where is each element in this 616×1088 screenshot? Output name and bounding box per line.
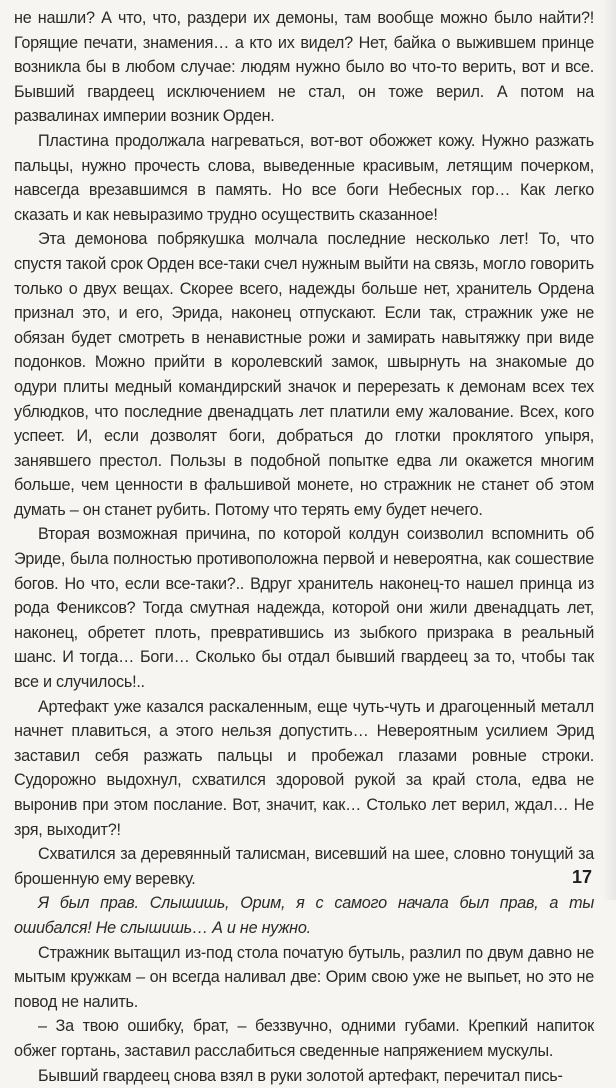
paragraph-4: Вторая возможная причина, по которой колдун соизволил вспомнить об Эриде, была полностью противоположна первой и невероятна, как сошествие богов. Но что, если все-таки?.. Вдруг хранитель наконец-то нашел принца из рода Фениксов? Тогда смутная надежда, которой они жили двенадцать лет, наконец, обретет плоть, превратившись из зыбкого призрака в реальный шанс. И тогда… Боги… Сколько бы отдал бывший гвардеец за то, чтобы так все и случилось!.. — [14, 525, 594, 692]
paragraph-6: Схватился за деревянный талисман, висевший на шее, словно тонущий за брошенную ему веревку. — [14, 845, 594, 888]
paragraph-3: Эта демонова побрякушка молчала последние несколько лет! То, что спустя такой срок Орден все-таки счел нужным выйти на связь, могло говорить только о двух вещах. Скорее всего, надежды больше нет, хранитель Ордена признал это, и его, Эрида, наконец отпускают. Если так, стражник уже не обязан будет смотреть в ненавистные рожи и замирать навытяжку при виде подонков. Можно прийти в королевский замок, швырнуть на знакомые до одури плиты медный командирский значок и перерезать к демонам всех тех ублюдков, что последние двенадцать лет платили ему жалование. Всех, кого успеет. И, если дозволят боги, добраться до глотки проклятого упыря, занявшего престол. Пользы в подобной попытке едва ли окажется многим больше, чем ценности в фальшивой монете, но стражник не станет об этом думать – он станет рубить. Потому что терять ему будет нечего. — [14, 230, 594, 519]
paragraph-9-dialogue: – За твою ошибку, брат, – беззвучно, одними губами. Крепкий напиток обжег гортань, заставил расслабиться сведенные напряжением мускулы. — [14, 1017, 594, 1060]
paragraph-1: не нашли? А что, что, раздери их демоны, там вообще можно было найти?! Горящие печати, знамения… а кто их видел? Нет, байка о выжившем принце возникла бы в любом случае: людям нужно было во что-то верить, вот и все. Бывший гвардеец исключением не стал, он тоже верил. А потом на развалинах империи возник Орден. — [14, 9, 594, 126]
body-text — [14, 6, 594, 1088]
paragraph-2: Пластина продолжала нагреваться, вот-вот обожжет кожу. Нужно разжать пальцы, нужно прочесть слова, выведенные красивым, летящим почерком, навсегда врезавшимся в память. Но все боги Небесных гор… Как легко сказать и как невыразимо трудно осуществить сказанное! — [14, 131, 594, 224]
page-number: 17 — [571, 867, 592, 887]
paragraph-8: Стражник вытащил из-под стола початую бутыль, разлил по двум давно не мытым кружкам – он всегда наливал две: Орим свою уже не выпьет, но это не повод не налить. — [14, 943, 594, 1011]
book-page — [14, 6, 594, 1085]
paragraph-5: Артефакт уже казался раскаленным, еще чуть-чуть и драгоценный металл начнет плавиться, а этого нельзя допустить… Невероятным усилием Эрид заставил себя разжать пальцы и пробежал глазами ровные строки. Судорожно выдохнул, схватился здоровой рукой за край стола, едва не выронив при этом послание. Вот, значит, как… Столько лет верил, ждал… Не зря, выходит?! — [14, 697, 594, 839]
page-edge-shadow — [602, 0, 616, 900]
paragraph-10: Бывший гвардеец снова взял в руки золотой артефакт, перечитал пись- — [38, 1066, 563, 1085]
paragraph-7-italic-thought: Я был прав. Слышишь, Орим, я с самого начала был прав, а ты ошибался! Не слышишь… А и не нужно. — [14, 894, 594, 937]
